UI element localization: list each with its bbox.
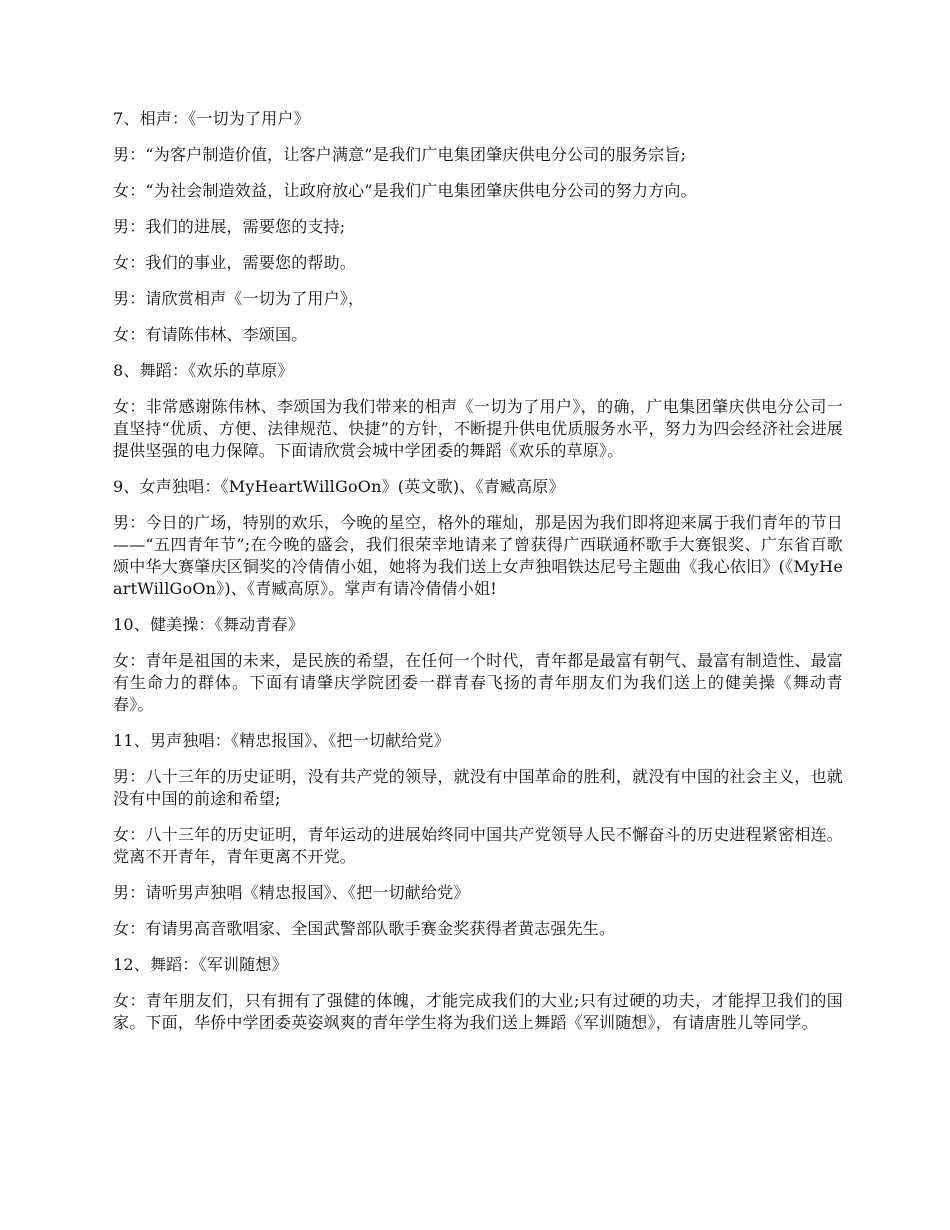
dialogue-line: 男：我们的进展，需要您的支持; [113, 217, 346, 236]
section-heading-11: 11、男声独唱：《精忠报国》、《把一切献给党》 [113, 731, 450, 750]
section-heading-10: 10、健美操：《舞动青春》 [113, 615, 304, 634]
section-heading-12: 12、舞蹈：《军训随想》 [113, 955, 288, 974]
section-heading-9: 9、女声独唱：《MyHeartWillGoOn》(英文歌)、《青臧高原》 [113, 477, 565, 496]
dialogue-paragraph: 男：今日的广场，特别的欢乐，今晚的星空，格外的璀灿，那是因为我们即将迎来属于我们青年的节日——“五四青年节”;在今晚的盛会，我们很荣幸地请来了曾获得广西联通杯歌手大赛银奖、广东省百歌颂中华大赛肇庆区铜奖的冷倩倩小姐，她将为我们送上女声独唱铁达尼号主题曲《我心依旧》(《MyHeartWillGoOn》)、《青臧高原》。掌声有请冷倩倩小姐! [113, 513, 843, 598]
document-page [113, 108, 843, 1048]
dialogue-paragraph: 女：青年是祖国的未来，是民族的希望，在任何一个时代，青年都是最富有朝气、最富有制造性、最富有生命力的群体。下面有请肇庆学院团委一群青春飞扬的青年朋友们为我们送上的健美操《舞动青春》。 [113, 651, 843, 714]
dialogue-paragraph: 女：青年朋友们，只有拥有了强健的体魄，才能完成我们的大业;只有过硬的功夫，才能捍卫我们的国家。下面，华侨中学团委英姿飒爽的青年学生将为我们送上舞蹈《军训随想》，有请唐胜儿等同学。 [113, 991, 843, 1032]
dialogue-line: 男：“为客户制造价值，让客户满意”是我们广电集团肇庆供电分公司的服务宗旨; [113, 145, 687, 164]
dialogue-paragraph: 女：八十三年的历史证明，青年运动的进展始终同中国共产党领导人民不懈奋斗的历史进程紧密相连。党离不开青年，青年更离不开党。 [113, 825, 843, 866]
dialogue-line: 女：有请陈伟林、李颂国。 [113, 325, 308, 344]
dialogue-line: 男：请欣赏相声《一切为了用户》， [113, 289, 365, 308]
section-heading-7: 7、相声：《一切为了用户》 [113, 109, 310, 128]
dialogue-line: 女：“为社会制造效益，让政府放心”是我们广电集团肇庆供电分公司的努力方向。 [113, 181, 697, 200]
dialogue-paragraph: 女：非常感谢陈伟林、李颂国为我们带来的相声《一切为了用户》，的确，广电集团肇庆供电分公司一直坚持“优质、方便、法律规范、快捷”的方针，不断提升供电优质服务水平，努力为四会经济社会进展提供坚强的电力保障。下面请欣赏会城中学团委的舞蹈《欢乐的草原》。 [113, 397, 843, 460]
dialogue-line: 女：我们的事业，需要您的帮助。 [113, 253, 357, 272]
section-heading-8: 8、舞蹈：《欢乐的草原》 [113, 361, 294, 380]
dialogue-line: 男：请听男声独唱《精忠报国》、《把一切献给党》 [113, 883, 470, 902]
dialogue-paragraph: 男：八十三年的历史证明，没有共产党的领导，就没有中国革命的胜利，就没有中国的社会主义，也就没有中国的前途和希望; [113, 767, 843, 808]
dialogue-line: 女：有请男高音歌唱家、全国武警部队歌手赛金奖获得者黄志强先生。 [113, 919, 616, 938]
